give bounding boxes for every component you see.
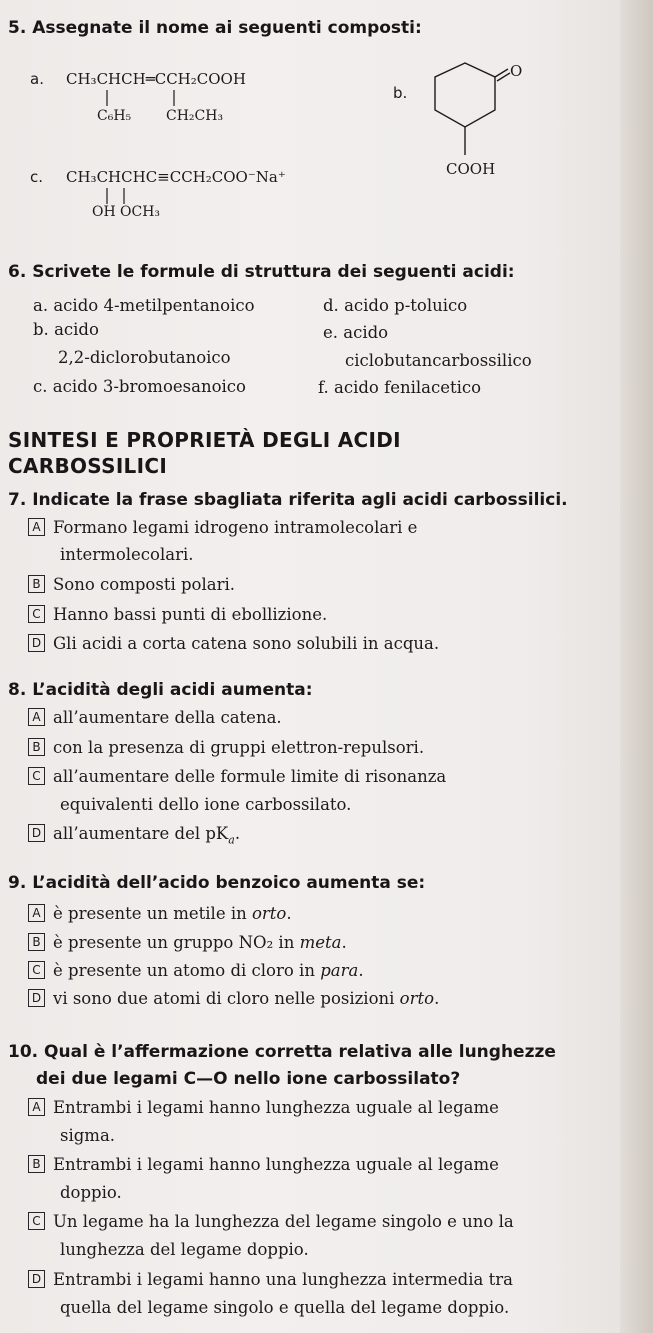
question-5-text: Assegnate il nome ai seguenti composti: xyxy=(32,18,422,38)
compound-c-methoxy: OCH₃ xyxy=(120,204,161,220)
q7-option-a-cont: intermolecolari. xyxy=(60,545,194,564)
q6-item-e-cont: ciclobutancarbossilico xyxy=(345,351,532,370)
q9-option-c[interactable]: C è presente un atomo di cloro in para. xyxy=(28,961,364,980)
option-letter-box: C xyxy=(28,605,45,623)
compound-c-hydroxyl: OH xyxy=(92,204,116,220)
q6-item-b: b. acido xyxy=(33,320,99,339)
question-6-number: 6. xyxy=(8,262,27,282)
option-letter-box: B xyxy=(28,1155,45,1173)
q6-item-d: d. acido p-toluico xyxy=(323,296,468,315)
question-9-heading xyxy=(8,873,425,893)
option-letter-box: A xyxy=(28,1098,45,1116)
option-letter-box: B xyxy=(28,575,45,593)
compound-a-formula: CH₃CHCH═CCH₂COOH xyxy=(66,70,246,88)
q10-option-d-cont: quella del legame singolo e quella del legame doppio. xyxy=(60,1298,510,1317)
question-5-heading xyxy=(8,18,422,38)
q10-option-b-cont: doppio. xyxy=(60,1183,122,1202)
question-6-text: Scrivete le formule di struttura dei seguenti acidi: xyxy=(32,262,515,282)
option-letter-box: D xyxy=(28,989,45,1007)
question-10-number: 10. xyxy=(8,1042,39,1062)
q10-option-a[interactable]: A Entrambi i legami hanno lunghezza uguale al legame xyxy=(28,1098,499,1117)
question-7-heading xyxy=(8,490,568,510)
question-8-number: 8. xyxy=(8,680,27,700)
option-letter-box: C xyxy=(28,1212,45,1230)
option-letter-box: D xyxy=(28,1270,45,1288)
option-letter-box: D xyxy=(28,824,45,842)
compound-b-label: b. xyxy=(393,84,408,102)
compound-a-label: a. xyxy=(30,70,44,88)
q7-option-b[interactable]: B Sono composti polari. xyxy=(28,575,235,594)
option-letter-box: D xyxy=(28,634,45,652)
q10-option-d[interactable]: D Entrambi i legami hanno una lunghezza intermedia tra xyxy=(28,1270,513,1289)
question-10-text-line1: Qual è l’affermazione corretta relativa alle lunghezze xyxy=(44,1042,556,1062)
compound-a-phenyl: C₆H₅ xyxy=(97,108,132,124)
question-7-text: Indicate la frase sbagliata riferita agli acidi carbossilici. xyxy=(32,490,568,510)
q7-option-c[interactable]: C Hanno bassi punti di ebollizione. xyxy=(28,605,327,624)
q9-option-a[interactable]: A è presente un metile in orto. xyxy=(28,904,292,923)
q6-item-b-cont: 2,2-diclorobutanoico xyxy=(58,348,231,367)
option-letter-box: A xyxy=(28,518,45,536)
q9-option-b[interactable]: B è presente un gruppo NO₂ in meta. xyxy=(28,933,347,952)
q6-item-a: a. acido 4-metilpentanoico xyxy=(33,296,255,315)
question-8-text: L’acidità degli acidi aumenta: xyxy=(32,680,313,700)
option-letter-box: A xyxy=(28,708,45,726)
q10-option-c[interactable]: C Un legame ha la lunghezza del legame singolo e uno la xyxy=(28,1212,514,1231)
q6-item-f: f. acido fenilacetico xyxy=(318,378,482,397)
question-7-number: 7. xyxy=(8,490,27,510)
q10-option-a-cont: sigma. xyxy=(60,1126,116,1145)
q7-option-d[interactable]: D Gli acidi a corta catena sono solubili in acqua. xyxy=(28,634,439,653)
compound-a-bonds xyxy=(60,88,190,110)
question-9-text: L’acidità dell’acido benzoico aumenta se: xyxy=(32,873,426,893)
page-edge xyxy=(620,0,653,1333)
section-title-line1: SINTESI E PROPRIETÀ DEGLI ACIDI xyxy=(8,428,401,452)
option-letter-box: B xyxy=(28,738,45,756)
q8-option-c[interactable]: C all’aumentare delle formule limite di risonanza xyxy=(28,767,446,786)
compound-b-cooh: COOH xyxy=(446,160,496,178)
q7-option-a[interactable]: A Formano legami idrogeno intramolecolari e xyxy=(28,518,417,537)
question-10-heading xyxy=(8,1042,556,1062)
question-5-number: 5. xyxy=(8,18,27,38)
section-title-line2: CARBOSSILICI xyxy=(8,454,168,478)
compound-c-formula: CH₃CHCHC≡CCH₂COO⁻Na⁺ xyxy=(66,168,286,186)
q6-item-c: c. acido 3-bromoesanoico xyxy=(33,377,246,396)
q10-option-c-cont: lunghezza del legame doppio. xyxy=(60,1240,309,1259)
q8-option-c-cont: equivalenti dello ione carbossilato. xyxy=(60,795,352,814)
q8-option-d[interactable]: D all’aumentare del $pK_a$. xyxy=(28,824,240,846)
q9-option-d[interactable]: D vi sono due atomi di cloro nelle posizioni orto. xyxy=(28,989,439,1008)
compound-c-label: c. xyxy=(30,168,44,186)
compound-a-ethyl: CH₂CH₃ xyxy=(166,108,224,124)
question-6-heading xyxy=(8,262,515,282)
q6-item-e: e. acido xyxy=(323,323,389,342)
q8-option-a[interactable]: A all’aumentare della catena. xyxy=(28,708,282,727)
question-9-number: 9. xyxy=(8,873,27,893)
question-10-text-line2: dei due legami C—O nello ione carbossilato? xyxy=(36,1069,461,1089)
ketone-oxygen: O xyxy=(510,62,523,80)
option-letter-box: A xyxy=(28,904,45,922)
q8-option-b[interactable]: B con la presenza di gruppi elettron-repulsori. xyxy=(28,738,424,757)
option-letter-box: C xyxy=(28,767,45,785)
option-letter-box: C xyxy=(28,961,45,979)
option-letter-box: B xyxy=(28,933,45,951)
q10-option-b[interactable]: B Entrambi i legami hanno lunghezza uguale al legame xyxy=(28,1155,499,1174)
question-8-heading xyxy=(8,680,313,700)
